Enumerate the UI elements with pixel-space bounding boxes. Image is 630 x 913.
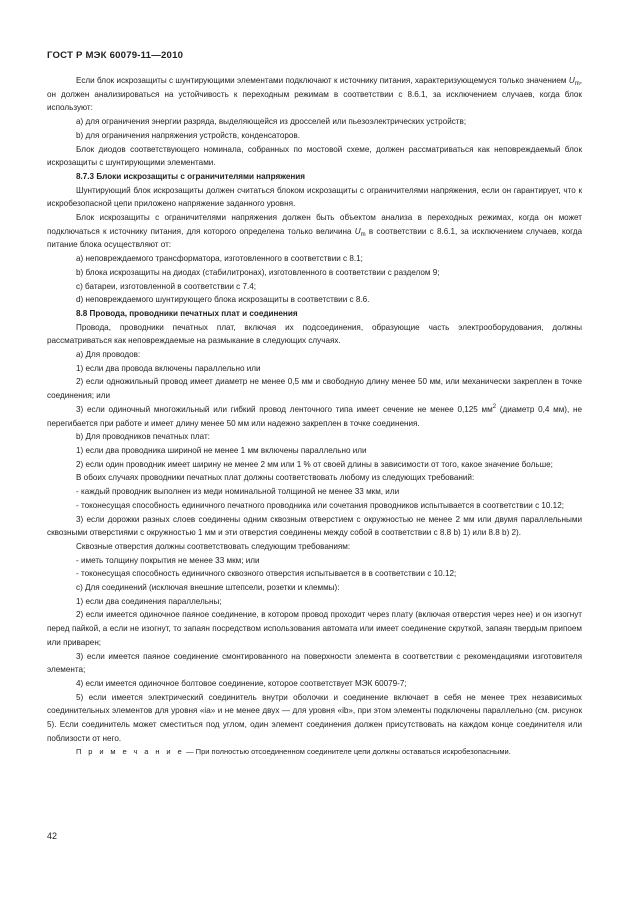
list-item: 1) если два проводника шириной не менее 1 мм включены параллельно или <box>76 445 367 455</box>
paragraph: 2) если имеется одиночное паяное соединение, в котором провод проходит через плату (включая отверстия через нее) и он изогнут перед пайкой, а если не изогнут, то запаян посредством использования автомата или имеет соединение скруткой, запаян твердым припоем или приварен; <box>47 610 582 647</box>
paragraph: 2) если один проводник имеет ширину не менее 2 мм или 1 % от своей длины в зависимости от того, какое значение больше; <box>76 459 553 469</box>
list-item: c) Для соединений (исключая внешние штепсели, розетки и клеммы): <box>76 583 340 593</box>
note <box>47 745 582 759</box>
list-item: d) неповреждаемого шунтирующего блока искрозащиты в соответствии с 8.6. <box>76 295 370 305</box>
section-heading: 8.7.3 Блоки искрозащиты с ограничителями напряжения <box>76 171 306 181</box>
list-item: а) Для проводов: <box>76 350 141 360</box>
list-item: b) для ограничения напряжения устройств, конденсаторов. <box>76 130 300 140</box>
list-item: а) для ограничения энергии разряда, выделяющейся из дросселей или пьезоэлектрических устройств; <box>76 117 467 127</box>
paragraph: Блок искрозащиты с ограничителями напряжения должен быть объектом анализа в переходных режимах, когда он может подключаться к источнику питания, для которого определена только величина $U_m$ в соответствии с 8.6.1, за исключением случаев, когда питание блока осуществляют от: <box>47 213 582 250</box>
paragraph: 5) если имеется электрический соединитель внутри оболочки и соединение включает в себя не менее трех независимых соединительных элементов для уровня «ia» и не менее двух — для уровня «ib», при этом элементы подключены параллельно (см. рисунок 5). Если соединитель может сместиться под углом, один элемент соединения должен присутствовать на каждом конце соединителя или поблизости от него. <box>47 692 582 743</box>
list-item: b) блока искрозащиты на диодах (стабилитронах), изготовленного в соответствии с разделом 9; <box>76 267 440 277</box>
list-item: b) Для проводников печатных плат: <box>76 432 210 442</box>
list-item: - каждый проводник выполнен из меди номинальной толщиной не менее 33 мкм, или <box>76 487 400 497</box>
list-item: 1) если два провода включены параллельно или <box>76 363 261 373</box>
list-item: а) неповреждаемого трансформатора, изготовленного в соответствии с 8.1; <box>76 254 363 264</box>
paragraph: Если блок искрозащиты с шунтирующими элементами подключают к источнику питания, характеризующемуся только значением $U_m$, он должен анализироваться на устойчивость к переходным режимам в соответствии с 8.6.1, за исключением случаев, когда блок используют: <box>47 76 582 113</box>
note-text: — При полностью отсоединенном соединителе цепи должны оставаться искробезопасными. <box>184 747 511 757</box>
list-item: Сквозные отверстия должны соответствовать следующим требованиям: <box>76 541 351 551</box>
paragraph: 3) если имеется паяное соединение смонтированного на поверхности элемента в соответствии с рекомендациями изготовителя элемента; <box>47 651 582 675</box>
paragraph: 2) если одножильный провод имеет диаметр не менее 0,5 мм и свободную длину менее 50 мм, или механически закреплен в точке соединения; или <box>47 377 582 401</box>
paragraph: Блок диодов соответствующего номинала, собранных по мостовой схеме, должен рассматриваться как неповреждаемый блок искрозащиты с шунтирующими элементами. <box>47 144 582 168</box>
paragraph: 3) если одиночный многожильный или гибкий провод ленточного типа имеет сечение не менее 0,125 $мм^2$ (диаметр 0,4 мм), не перегибается при работе и имеет длину менее 50 мм или надежно закреплен в точке соединения. <box>47 403 583 428</box>
list-item: - токонесущая способность единичного сквозного отверстия испытывается в в соответствии с 10.12; <box>76 569 457 579</box>
paragraph: Провода, проводники печатных плат, включая их подсоединения, образующие часть электрооборудования, должны рассматриваться как неповреждаемые на размыкание в следующих случаях. <box>47 322 582 346</box>
document-body <box>47 74 582 759</box>
paragraph: Шунтирующий блок искрозащиты должен считаться блоком искрозащиты с ограничителями напряжения, если он гарантирует, что к искробезопасной цепи приложено напряжение заданного уровня. <box>47 185 582 209</box>
list-item: 4) если имеется одиночное болтовое соединение, которое соответствует МЭК 60079-7; <box>76 678 407 688</box>
list-item: - иметь толщину покрытия не менее 33 мкм; или <box>76 555 260 565</box>
note-label: П р и м е ч а н и е <box>76 747 185 757</box>
document-header: ГОСТ Р МЭК 60079-11—2010 <box>47 50 184 61</box>
section-heading: 8.8 Провода, проводники печатных плат и соединения <box>76 308 298 318</box>
list-item: 1) если два соединения параллельны; <box>76 596 222 606</box>
list-item: c) батареи, изготовленной в соответствии с 7.4; <box>76 281 257 291</box>
paragraph: 3) если дорожки разных слоев соединены одним сквозным отверстием с окружностью не менее 2 мм или двумя параллельными сквозными отверстиями с окружностью 1 мм и эти отверстия соединены между собой в соответствии с 8.8 b) 1) или 8.8 b) 2). <box>47 514 582 538</box>
page-number: 42 <box>47 831 58 841</box>
paragraph: В обоих случаях проводники печатных плат должны соответствовать любому из следующих требований: <box>76 473 475 483</box>
paragraph: - токонесущая способность единичного печатного проводника или сочетания проводников испытывается в соответствии с 10.12; <box>76 500 564 510</box>
